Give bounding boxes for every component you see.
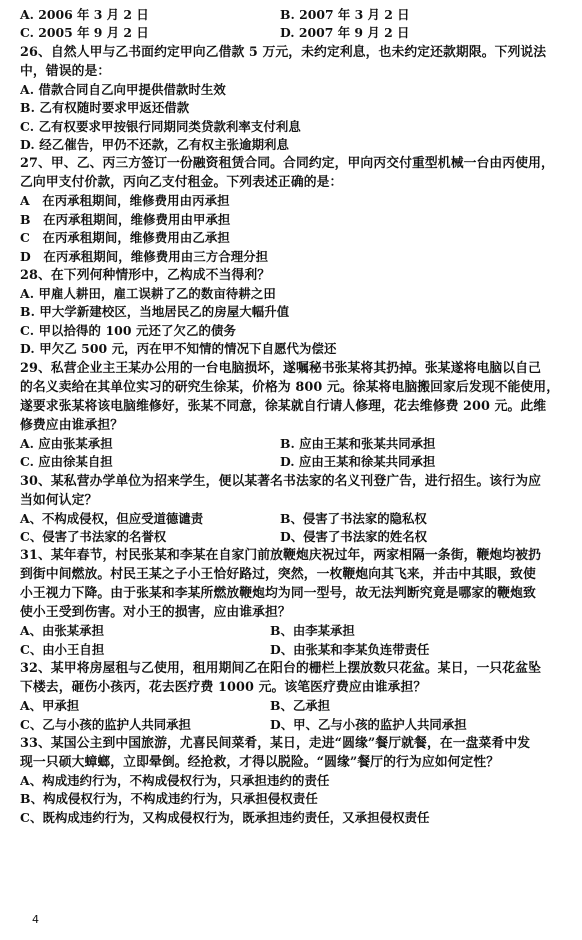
question-27-option-d: D 在丙承租期间，维修费用由三方合理分担 <box>20 248 269 264</box>
question-28-option-d: D. 甲欠乙 500 元，丙在甲不知情的情况下自愿代为偿还 <box>20 341 337 357</box>
question-30-option-b: B、侵害了书法家的隐私权 <box>280 510 427 526</box>
question-27-stem-line-2: 乙向甲支付价款，丙向乙支付租金。下列表述正确的是： <box>20 175 343 191</box>
question-26-option-b: B. 乙有权随时要求甲返还借款 <box>20 100 190 116</box>
question-27-stem-line-1: 27、甲、乙、丙三方签订一份融资租赁合同。合同约定，甲向丙交付重型机械一台由丙使用， <box>20 156 554 172</box>
question-29-option-c: C. 应由徐某自担 <box>20 454 113 470</box>
question-26-option-d: D. 经乙催告，甲仍不还款，乙有权主张逾期利息 <box>20 137 290 153</box>
question-29-option-d: D. 应由王某和徐某共同承担 <box>280 454 436 470</box>
question-26-option-c: C. 乙有权要求甲按银行同期同类贷款利率支付利息 <box>20 118 301 134</box>
question-30-option-c: C、侵害了书法家的名誉权 <box>20 528 167 544</box>
question-31-option-a: A、由张某承担 <box>20 623 104 639</box>
question-29-stem-line-3: 遂要求张某将该电脑维修好，张某不同意，徐某就自行请人修理，花去维修费 200 元。此维 <box>20 398 547 414</box>
question-29-option-b: B. 应由王某和张某共同承担 <box>280 435 436 451</box>
question-28-option-b: B. 甲大学新建校区，当地居民乙的房屋大幅升值 <box>20 304 290 320</box>
question-30-option-d: D、侵害了书法家的姓名权 <box>280 528 428 544</box>
question-29-stem-line-1: 29、私营企业主王某办公用的一台电脑损坏，遂嘱秘书张某将其扔掉。张某遂将电脑以自己 <box>20 360 541 376</box>
top-options-row-1 <box>20 6 568 24</box>
question-32-stem-line-2: 下楼去，砸伤小孩丙，花去医疗费 1000 元。该笔医疗费应由谁承担？ <box>20 680 427 696</box>
question-32-stem-line-1: 32、某甲将房屋租与乙使用，租用期间乙在阳台的栅栏上摆放数只花盆。某日，一只花盆坠 <box>20 661 541 677</box>
question-30-stem-line-2: 当如何认定？ <box>20 492 98 508</box>
question-28-option-c: C. 甲以拾得的 100 元还了欠乙的债务 <box>20 322 236 338</box>
question-27-option-b: B 在丙承租期间，维修费用由甲承担 <box>20 211 231 227</box>
question-30-options-row-2 <box>20 528 568 546</box>
question-30-options-row-1 <box>20 510 568 528</box>
question-31-options-row-1 <box>20 622 568 640</box>
question-29-options-row-1 <box>20 435 568 453</box>
question-33-option-c: C、既构成违约行为，又构成侵权行为，既承担违约责任，又承担侵权责任 <box>20 809 430 825</box>
question-31-stem-line-1: 31、某年春节，村民张某和李某在自家门前放鞭炮庆祝过年，两家相隔一条街，鞭炮均被扔 <box>20 548 541 564</box>
question-26-stem-line-1: 26、自然人甲与乙书面约定甲向乙借款 5 万元，未约定利息，也未约定还款期限。下列说法 <box>20 44 547 60</box>
question-32-option-c: C、乙与小孩的监护人共同承担 <box>20 716 191 732</box>
top-option-d: D. 2007 年 9 月 2 日 <box>280 25 410 41</box>
question-31-stem-line-2: 到街中间燃放。村民王某之子小王恰好路过，突然，一枚鞭炮向其飞来，并击中其眼，致使 <box>20 567 536 583</box>
question-28-option-a: A. 甲雇人耕田，雇工误耕了乙的数亩待耕之田 <box>20 286 276 302</box>
top-option-b: B. 2007 年 3 月 2 日 <box>280 7 410 22</box>
question-30-stem-line-1: 30、某私营办学单位为招来学生，便以某著名书法家的名义刊登广告，进行招生。该行为应 <box>20 473 541 489</box>
question-32-option-a: A、甲承担 <box>20 698 80 714</box>
question-31-stem-line-3: 小王视力下降。由于张某和李某所燃放鞭炮均为同一型号，故无法判断究竟是哪家的鞭炮致 <box>20 586 536 602</box>
page-number: 4 <box>32 913 39 926</box>
question-33-option-b: B、构成侵权行为，不构成违约行为，只承担侵权责任 <box>20 791 318 807</box>
top-options-row-2 <box>20 24 568 42</box>
top-option-c: C. 2005 年 9 月 2 日 <box>20 25 149 41</box>
question-29-option-a: A. 应由张某承担 <box>20 435 113 451</box>
question-31-option-c: C、由小王自担 <box>20 641 105 657</box>
question-28-stem-line-1: 28、在下列何种情形中，乙构成不当得利？ <box>20 268 271 284</box>
question-32-options-row-1 <box>20 697 568 715</box>
question-26-option-a: A. 借款合同自乙向甲提供借款时生效 <box>20 81 226 97</box>
question-32-option-b: B、乙承担 <box>270 698 331 714</box>
question-29-stem-line-4: 修费应由谁承担？ <box>20 417 124 433</box>
question-31-stem-line-4: 使小王受到伤害。对小王的损害，应由谁承担？ <box>20 605 291 621</box>
question-32-options-row-2 <box>20 716 568 734</box>
top-option-a: A. 2006 年 3 月 2 日 <box>20 7 149 22</box>
question-31-option-d: D、由张某和李某负连带责任 <box>270 641 430 657</box>
question-26-stem-line-2: 中，错误的是： <box>20 63 111 79</box>
question-27-option-c: C 在丙承租期间，维修费用由乙承担 <box>20 230 230 246</box>
question-31-option-b: B、由李某承担 <box>270 623 355 639</box>
question-31-options-row-2 <box>20 641 568 659</box>
question-29-options-row-2 <box>20 453 568 471</box>
question-33-stem-line-2: 现一只硕大蟑螂，立即晕倒。经抢救，才得以脱险。“圆缘”餐厅的行为应如何定性？ <box>20 754 500 770</box>
question-33-stem-line-1: 33、某国公主到中国旅游，尤喜民间菜肴，某日，走进“圆缘”餐厅就餐，在一盘菜肴中发 <box>20 735 531 751</box>
question-33-option-a: A、构成违约行为，不构成侵权行为，只承担违约的责任 <box>20 772 330 788</box>
question-29-stem-line-2: 的名义卖给在其单位实习的研究生徐某，价格为 800 元。徐某将电脑搬回家后发现不能使用， <box>20 379 560 395</box>
question-27-option-a: A 在丙承租期间，维修费用由丙承担 <box>20 193 230 209</box>
question-30-option-a: A、不构成侵权，但应受道德谴责 <box>20 510 204 526</box>
question-32-option-d: D、甲、乙与小孩的监护人共同承担 <box>270 716 467 732</box>
